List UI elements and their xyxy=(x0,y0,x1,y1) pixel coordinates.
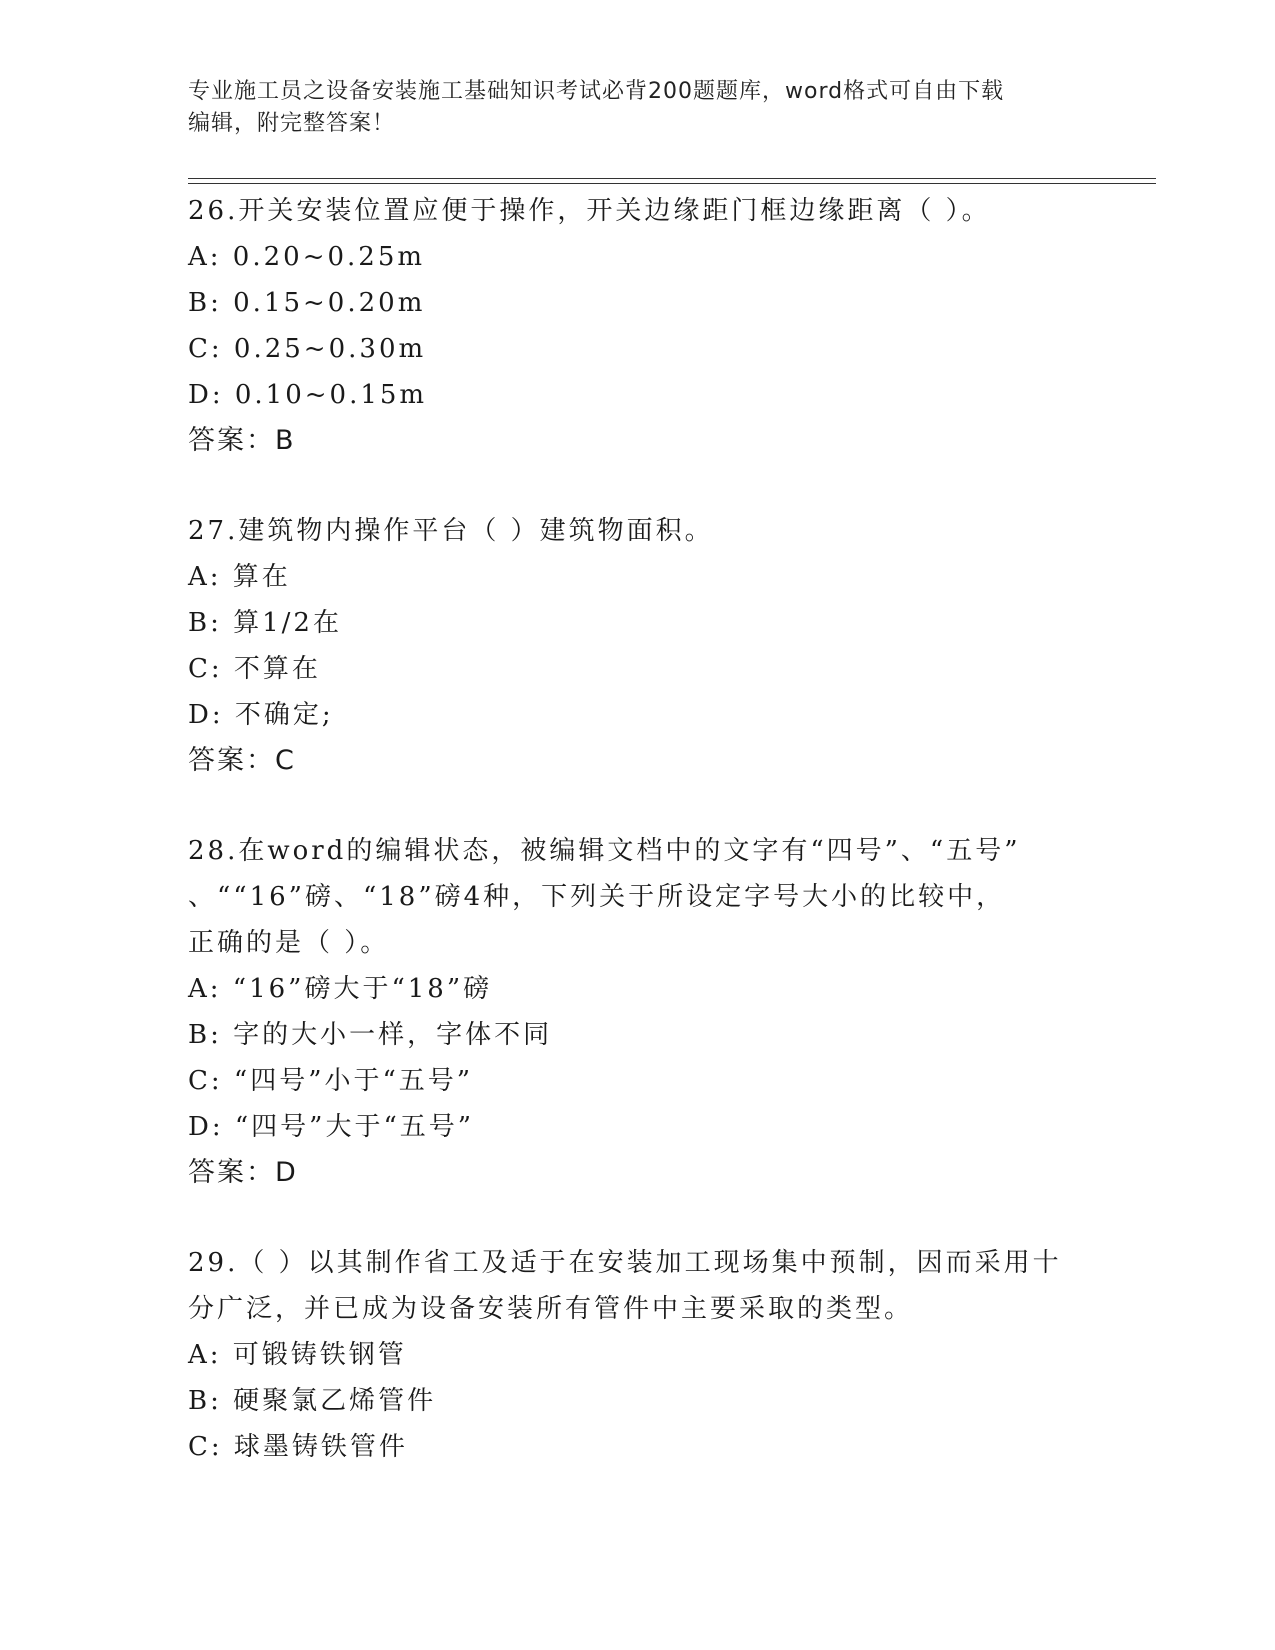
question-stem: 26.开关安装位置应便于操作，开关边缘距门框边缘距离（ ）。 xyxy=(188,196,991,226)
question-stem-line-1: 28.在word的编辑状态，被编辑文档中的文字有“四号”、“五号” xyxy=(188,836,1021,866)
option-c: C: 0.25~0.30m xyxy=(188,334,427,364)
question-stem-line-3: 正确的是（ ）。 xyxy=(188,928,390,958)
option-b: B: 0.15~0.20m xyxy=(188,288,426,318)
option-b: B: 字的大小一样，字体不同 xyxy=(188,1020,553,1050)
option-a: A: “16”磅大于“18”磅 xyxy=(188,974,493,1004)
header-divider-top xyxy=(188,178,1156,179)
option-d: D: “四号”大于“五号” xyxy=(188,1112,475,1142)
answer-line: 答案：B xyxy=(188,425,296,456)
question-26 xyxy=(188,188,1088,464)
header-line-1: 专业施工员之设备安装施工基础知识考试必背200题题库，word格式可自由下载 xyxy=(188,79,1005,104)
option-d: D: 不确定; xyxy=(188,700,334,730)
question-stem-line-1: 29.（ ）以其制作省工及适于在安装加工现场集中预制，因而采用十 xyxy=(188,1248,1062,1278)
question-stem-line-2: 分广泛，并已成为设备安装所有管件中主要采取的类型。 xyxy=(188,1294,914,1324)
question-stem-line-2: 、““16”磅、“18”磅4种，下列关于所设定字号大小的比较中， xyxy=(188,882,1006,912)
option-d: D: 0.10~0.15m xyxy=(188,380,428,410)
option-c: C: “四号”小于“五号” xyxy=(188,1066,474,1096)
document-header xyxy=(188,76,1088,140)
option-a: A: 0.20~0.25m xyxy=(188,242,426,272)
question-stem: 27.建筑物内操作平台（ ）建筑物面积。 xyxy=(188,516,714,546)
option-b: B: 算1/2在 xyxy=(188,608,342,638)
option-c: C: 球墨铸铁管件 xyxy=(188,1432,408,1462)
option-b: B: 硬聚氯乙烯管件 xyxy=(188,1386,437,1416)
option-a: A: 算在 xyxy=(188,562,291,592)
question-29 xyxy=(188,1240,1088,1470)
header-divider-bottom xyxy=(188,183,1156,184)
answer-line: 答案：C xyxy=(188,745,296,776)
option-a: A: 可锻铸铁钢管 xyxy=(188,1340,407,1370)
question-27 xyxy=(188,508,1088,784)
option-c: C: 不算在 xyxy=(188,654,321,684)
header-line-2: 编辑，附完整答案！ xyxy=(188,111,396,136)
answer-line: 答案：D xyxy=(188,1157,298,1188)
question-28 xyxy=(188,828,1088,1196)
